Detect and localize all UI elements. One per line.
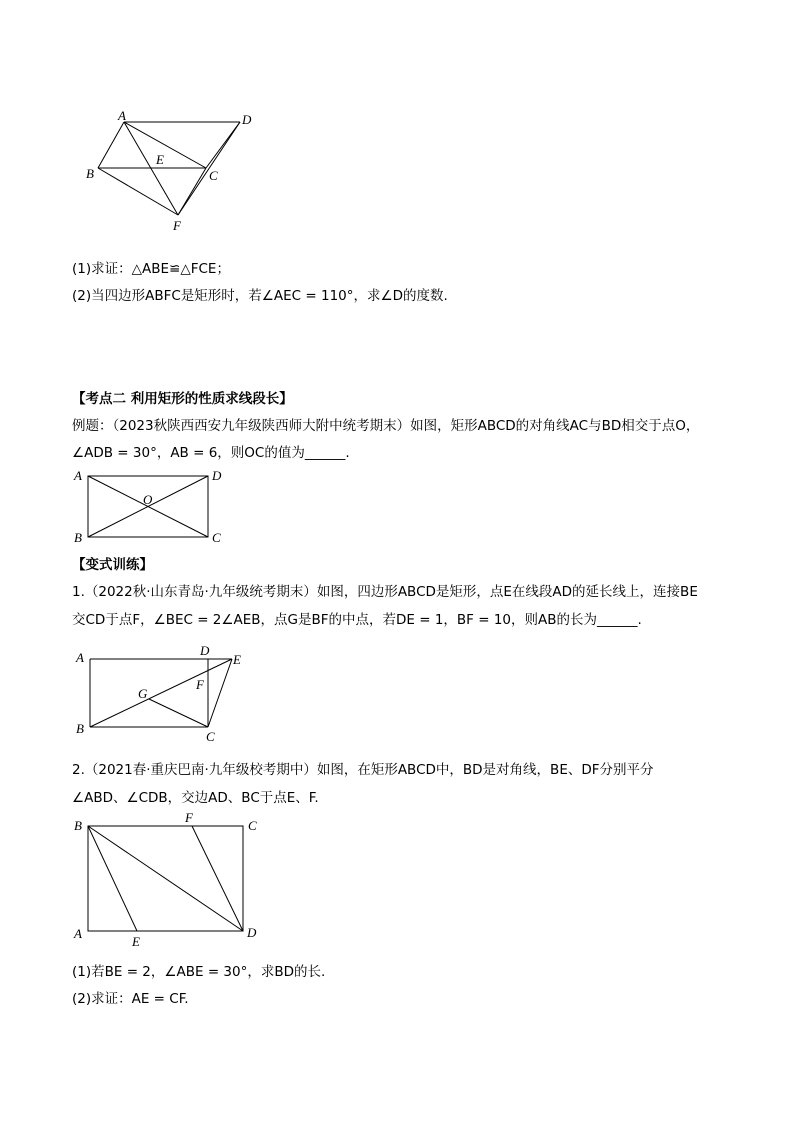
label-F: F [173, 218, 181, 233]
label-C: C [248, 818, 257, 833]
label-O: O [143, 492, 153, 507]
exercise-2-line-2: ∠ABD、∠CDB，交边AD、BC于点E、F. [72, 790, 319, 806]
label-A: A [118, 108, 126, 123]
label-E: E [156, 152, 164, 167]
exercise-1-line-2: 交CD于点F，∠BEC = 2∠AEB，点G是BF的中点，若DE = 1，BF = 10，则AB的长为______. [72, 612, 642, 628]
label-E: E [132, 934, 140, 949]
variant-heading: 【变式训练】 [72, 557, 153, 573]
figure-parallelogram [80, 108, 260, 238]
label-E: E [233, 652, 241, 667]
label-F: F [185, 810, 193, 825]
exercise-2-line-1: 2.（2021春·重庆巴南·九年级校考期中）如图，在矩形ABCD中，BD是对角线，BE、DF分别平分 [72, 762, 654, 778]
exercise-2-part-1: (1)若BE = 2，∠ABE = 30°，求BD的长. [72, 964, 326, 980]
label-D: D [200, 643, 210, 658]
exercise-2-part-2: (2)求证：AE = CF. [72, 991, 189, 1007]
example-line-2: ∠ADB = 30°，AB = 6，则OC的值为______. [72, 445, 350, 461]
section-heading: 【考点二 利用矩形的性质求线段长】 [72, 391, 293, 407]
label-C: C [212, 530, 221, 545]
figure-rectangle-diagonals-svg [70, 466, 240, 546]
example-line-1: 例题：（2023秋陕西西安九年级陕西师大附中统考期末）如图，矩形ABCD的对角线AC与BD相交于点O， [72, 418, 700, 434]
label-D: D [212, 468, 222, 483]
label-D: D [242, 112, 252, 127]
label-F: F [196, 677, 204, 692]
label-C: C [209, 168, 218, 183]
figure-parallelogram-svg [80, 108, 260, 238]
figure-rectangle-BE [72, 642, 257, 744]
label-A: A [74, 926, 82, 941]
label-B: B [74, 530, 82, 545]
label-A: A [74, 468, 82, 483]
label-C: C [206, 729, 215, 744]
exercise-1-line-1: 1.（2022秋·山东青岛·九年级统考期末）如图，四边形ABCD是矩形，点E在线段AD的延长线上，连接BE [72, 584, 698, 600]
figure-rectangle-BE-svg [72, 642, 257, 744]
label-B: B [74, 818, 82, 833]
figure-rectangle-diagonals [70, 466, 240, 546]
label-D: D [247, 925, 257, 940]
figure-rectangle-bisectors [70, 810, 270, 950]
label-A: A [76, 650, 84, 665]
figure-rectangle-bisectors-svg [70, 810, 270, 950]
label-B: B [86, 166, 94, 181]
question-part-1: (1)求证：△ABE≌△FCE； [72, 261, 230, 277]
label-G: G [138, 686, 148, 701]
question-part-2: (2)当四边形ABFC是矩形时，若∠AEC = 110°，求∠D的度数. [72, 288, 448, 304]
label-B: B [76, 721, 84, 736]
